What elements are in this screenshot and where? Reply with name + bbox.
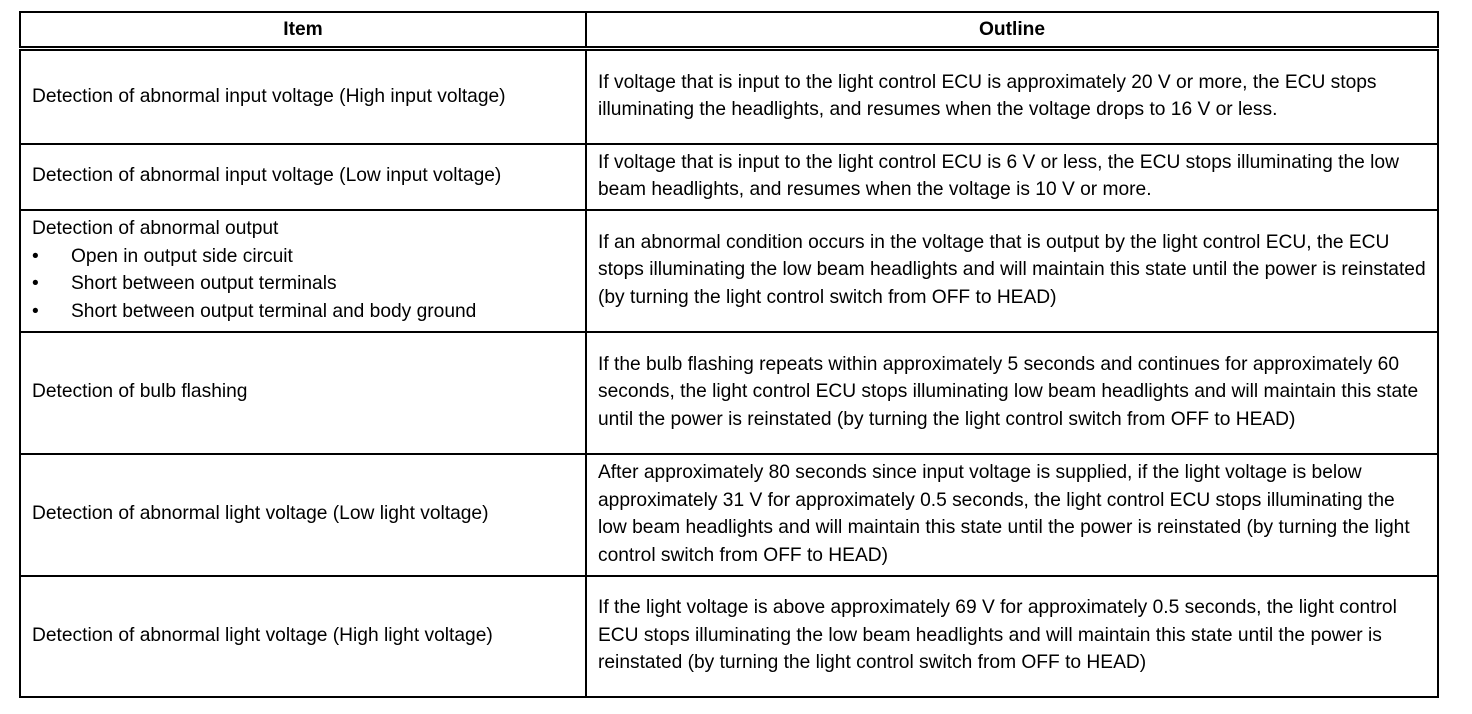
item-cell <box>20 210 586 332</box>
item-heading: Detection of abnormal output <box>32 218 279 239</box>
bullet-list <box>32 243 574 326</box>
outline-cell: If voltage that is input to the light control ECU is approximately 20 V or more, the ECU stops illuminating the headlights, and resumes when the voltage drops to 16 V or less. <box>586 49 1438 144</box>
outline-cell: If the bulb flashing repeats within approximately 5 seconds and continues for approximately 60 seconds, the light control ECU stops illuminating low beam headlights and will maintain this state until the power is reinstated (by turning the light control switch from OFF to HEAD) <box>586 332 1438 454</box>
table-row <box>20 454 1438 576</box>
outline-cell: If the light voltage is above approximately 69 V for approximately 0.5 seconds, the light control ECU stops illuminating the low beam headlights and will maintain this state until the power is reinstated (by turning the light control switch from OFF to HEAD) <box>586 576 1438 697</box>
table-row <box>20 576 1438 697</box>
bullet-item: • Open in output side circuit <box>32 243 574 271</box>
bullet-item: • Short between output terminals <box>32 270 574 298</box>
outline-cell: If voltage that is input to the light control ECU is 6 V or less, the ECU stops illuminating the low beam headlights, and resumes when the voltage is 10 V or more. <box>586 144 1438 210</box>
outline-cell: If an abnormal condition occurs in the voltage that is output by the light control ECU, the ECU stops illuminating the low beam headlights and will maintain this state until the power is reinstated (by turning the light control switch from OFF to HEAD) <box>586 210 1438 332</box>
table-row <box>20 332 1438 454</box>
detection-table <box>19 11 1439 698</box>
item-cell: Detection of bulb flashing <box>20 332 586 454</box>
table-row <box>20 210 1438 332</box>
table-header <box>20 12 1438 49</box>
item-cell: Detection of abnormal light voltage (High light voltage) <box>20 576 586 697</box>
item-cell: Detection of abnormal input voltage (High input voltage) <box>20 49 586 144</box>
table-row <box>20 49 1438 144</box>
bullet-item: • Short between output terminal and body ground <box>32 298 574 326</box>
item-cell: Detection of abnormal input voltage (Low input voltage) <box>20 144 586 210</box>
item-cell: Detection of abnormal light voltage (Low light voltage) <box>20 454 586 576</box>
header-outline: Outline <box>586 12 1438 49</box>
header-row <box>20 12 1438 49</box>
header-item: Item <box>20 12 586 49</box>
table-row <box>20 144 1438 210</box>
outline-cell: After approximately 80 seconds since input voltage is supplied, if the light voltage is below approximately 31 V for approximately 0.5 seconds, the light control ECU stops illuminating the low beam headlights and will maintain this state until the power is reinstated (by turning the light control switch from OFF to HEAD) <box>586 454 1438 576</box>
table-body <box>20 49 1438 697</box>
